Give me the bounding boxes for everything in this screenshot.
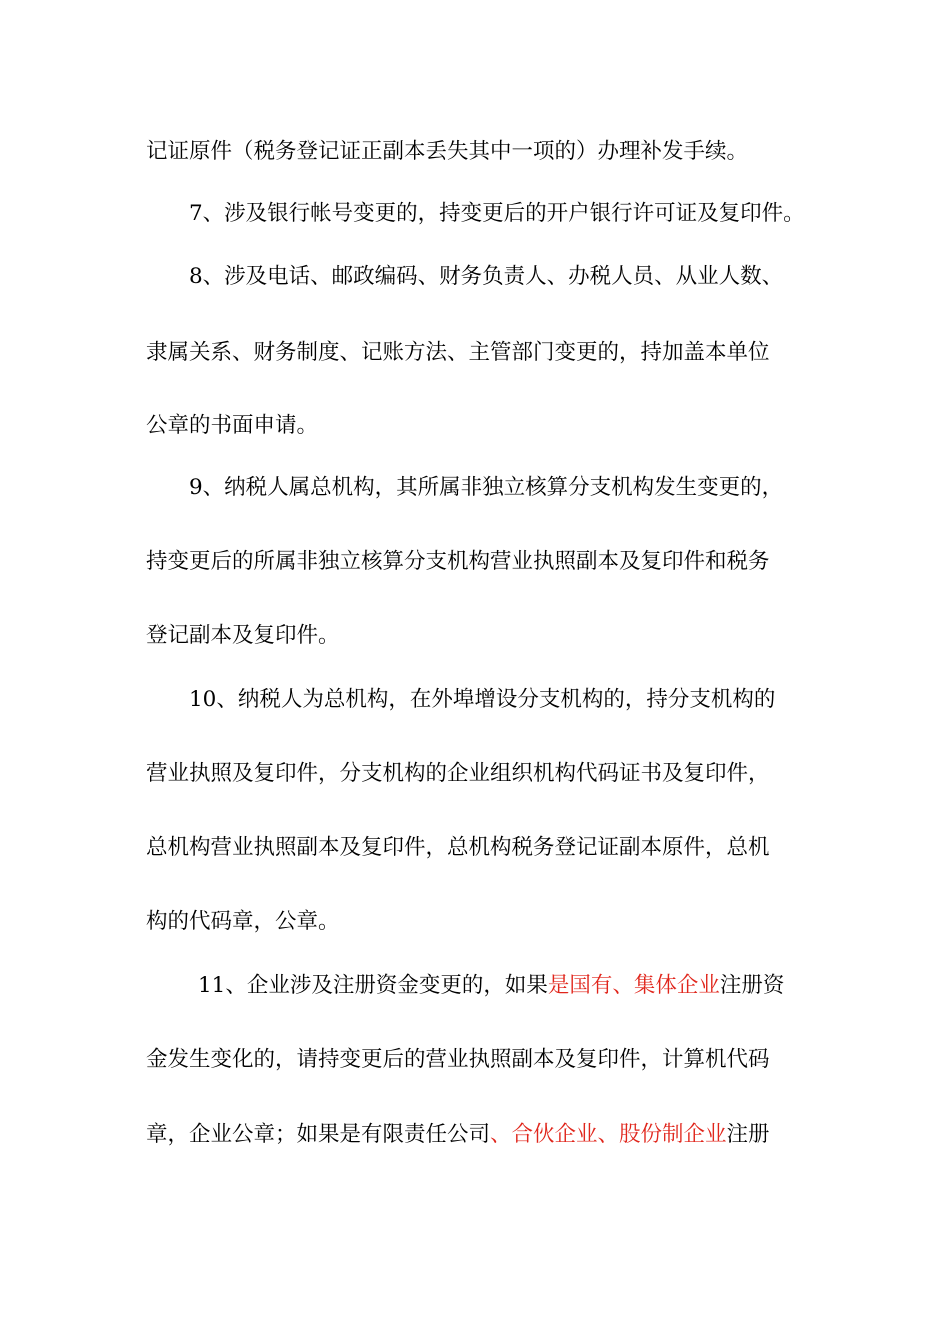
text-line: 金发生变化的，请持变更后的营业执照副本及复印件，计算机代码	[146, 1047, 770, 1072]
text-line: 公章的书面申请。	[146, 413, 319, 438]
text-line: 8、涉及电话、邮政编码、财务负责人、办税人员、从业人数、	[189, 264, 784, 289]
text-line: 9、纳税人属总机构，其所属非独立核算分支机构发生变更的，	[189, 475, 784, 500]
text-line: 总机构营业执照副本及复印件，总机构税务登记证副本原件，总机	[146, 835, 770, 860]
text-run: 注册	[726, 1122, 770, 1147]
text-run: 章，企业公章；如果是有限责任公司	[146, 1122, 491, 1147]
text-line: 隶属关系、财务制度、记账方法、主管部门变更的，持加盖本单位	[146, 340, 770, 365]
text-line: 记证原件（税务登记证正副本丢失其中一项的）办理补发手续。	[146, 139, 749, 164]
text-line: 营业执照及复印件，分支机构的企业组织机构代码证书及复印件，	[146, 761, 770, 786]
text-line: 构的代码章，公章。	[146, 909, 340, 934]
text-run: 11、企业涉及注册资金变更的，如果	[198, 973, 548, 998]
text-line	[198, 971, 784, 1001]
text-line: 7、涉及银行帐号变更的，持变更后的开户银行许可证及复印件。	[189, 201, 805, 226]
text-line: 持变更后的所属非独立核算分支机构营业执照副本及复印件和税务	[146, 549, 770, 574]
text-line	[146, 1120, 770, 1150]
text-line: 10、纳税人为总机构，在外埠增设分支机构的，持分支机构的	[189, 687, 776, 712]
highlighted-text: 、合伙企业、股份制企业	[490, 1122, 727, 1147]
text-run: 注册资	[719, 973, 785, 998]
highlighted-text: 是国有、集体企业	[547, 973, 720, 998]
text-line: 登记副本及复印件。	[146, 623, 340, 648]
